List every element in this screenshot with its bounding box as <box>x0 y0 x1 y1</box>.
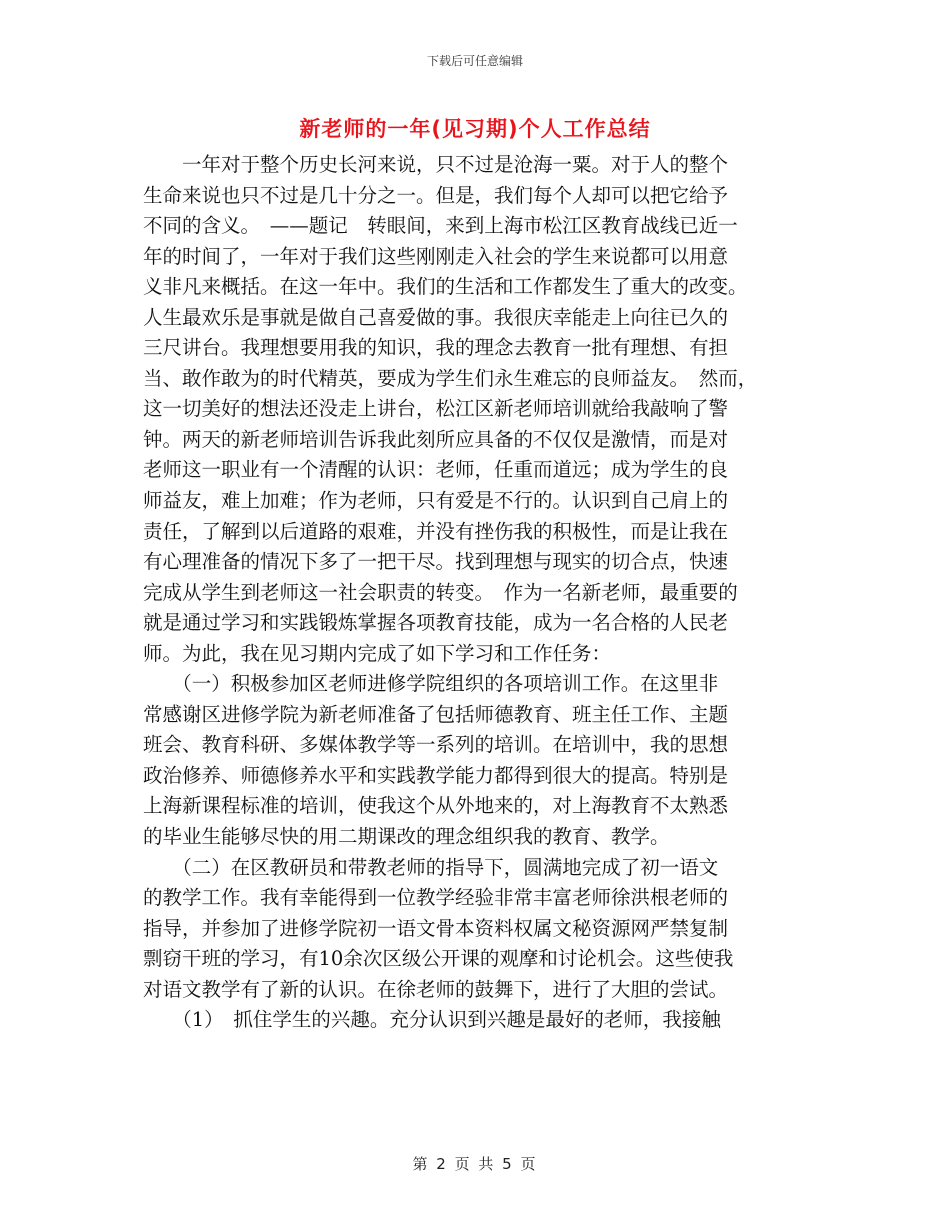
body-line: 就是通过学习和实践锻炼掌握各项教育技能，成为一名合格的人民老 <box>143 611 729 635</box>
body-line: 当、敢作敢为的时代精英，要成为学生们永生难忘的良师益友。 然而， <box>143 366 758 390</box>
body-line: 不同的含义。 ——题记 转眼间，来到上海市松江区教育战线已近一 <box>143 214 738 238</box>
body-line: 三尺讲台。我理想要用我的知识，我的理念去教育一批有理想、有担 <box>143 336 729 360</box>
body-line: 的教学工作。我有幸能得到一位教学经验非常丰富老师徐洪根老师的 <box>143 886 729 910</box>
body-line: 剽窃干班的学习，有10余次区级公开课的观摩和讨论机会。这些使我 <box>143 947 734 971</box>
body-line: 完成从学生到老师这一社会职责的转变。 作为一名新老师，最重要的 <box>143 580 738 604</box>
body-line: 人生最欢乐是事就是做自己喜爱做的事。我很庆幸能走上向往已久的 <box>143 305 729 329</box>
body-line: 班会、教育科研、多媒体教学等一系列的培训。在培训中，我的思想 <box>143 733 729 757</box>
body-line: 政治修养、师德修养水平和实践教学能力都得到很大的提高。特别是 <box>143 763 729 787</box>
document-title: 新老师的一年(见习期)个人工作总结 <box>299 117 651 141</box>
body-line: 常感谢区进修学院为新老师准备了包括师德教育、班主任工作、主题 <box>143 702 729 726</box>
body-line: 指导，并参加了进修学院初一语文骨本资料权属文秘资源网严禁复制 <box>143 916 729 940</box>
body-line: （1） 抓住学生的兴趣。充分认识到兴趣是最好的老师，我接触 <box>143 1008 721 1032</box>
body-line: 上海新课程标准的培训，使我这个从外地来的，对上海教育不太熟悉 <box>143 794 729 818</box>
body-line: （一）积极参加区老师进修学院组织的各项培训工作。在这里非 <box>143 672 719 696</box>
body-line: 师。为此，我在见习期内完成了如下学习和工作任务： <box>143 641 612 665</box>
body-line: 这一切美好的想法还没走上讲台，松江区新老师培训就给我敲响了警 <box>143 397 729 421</box>
document-body <box>143 150 823 1036</box>
body-line: （二）在区教研员和带教老师的指导下，圆满地完成了初一语文 <box>143 855 719 879</box>
body-line: 老师这一职业有一个清醒的认识：老师，任重而道远；成为学生的良 <box>143 458 729 482</box>
body-line: 对语文教学有了新的认识。在徐老师的鼓舞下，进行了大胆的尝试。 <box>143 977 729 1001</box>
body-line: 责任，了解到以后道路的艰难，并没有挫伤我的积极性，而是让我在 <box>143 519 729 543</box>
page-footer: 第 2 页 共 5 页 <box>412 1155 538 1173</box>
body-line: 师益友，难上加难；作为老师，只有爱是不行的。认识到自己肩上的 <box>143 489 729 513</box>
body-line: 义非凡来概括。在这一年中。我们的生活和工作都发生了重大的改变。 <box>143 275 748 299</box>
body-line: 生命来说也只不过是几十分之一。但是，我们每个人却可以把它给予 <box>143 183 729 207</box>
body-line: 一年对于整个历史长河来说，只不过是沧海一粟。对于人的整个 <box>143 153 729 176</box>
body-line: 的毕业生能够尽快的用二期课改的理念组织我的教育、教学。 <box>143 825 670 849</box>
body-line: 年的时间了，一年对于我们这些刚刚走入社会的学生来说都可以用意 <box>143 244 729 268</box>
body-line: 钟。两天的新老师培训告诉我此刻所应具备的不仅仅是激情，而是对 <box>143 427 729 451</box>
body-line: 有心理准备的情况下多了一把干尽。找到理想与现实的切合点，快速 <box>143 550 729 574</box>
header-note: 下载后可任意编辑 <box>426 54 523 68</box>
